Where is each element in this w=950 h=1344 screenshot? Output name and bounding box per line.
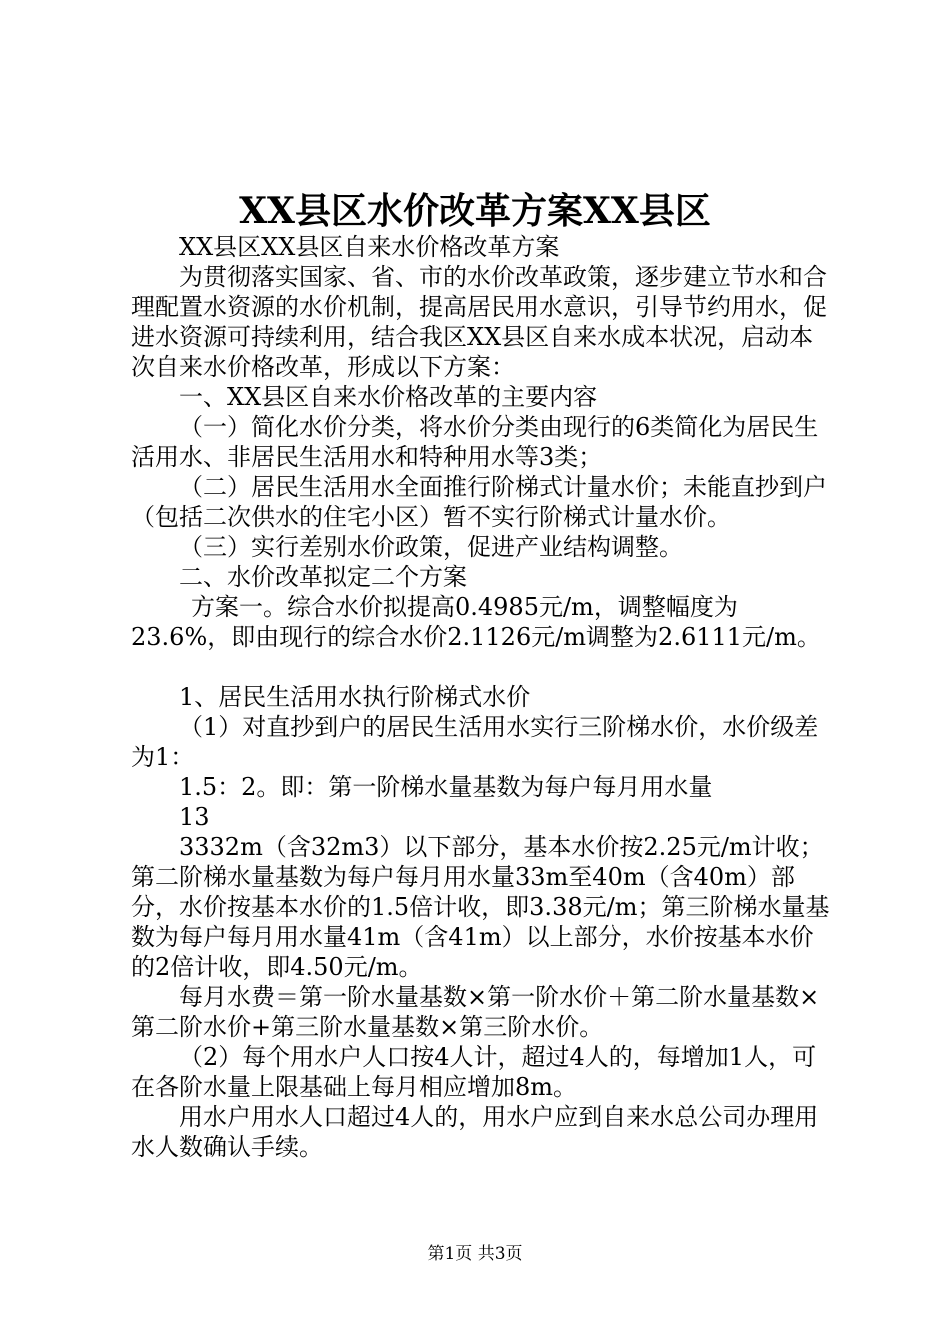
intro-paragraph: 为贯彻落实国家、省、市的水价改革政策，逐步建立节水和合理配置水资源的水价机制，提高居民用水意识，引导节约用水，促进水资源可持续利用，结合我区XX县区自来水成本状况，启动本次自来水价格改革，形成以下方案： <box>131 263 827 381</box>
blank-line <box>131 652 831 682</box>
procedure-paragraph: 用水户用水人口超过4人的，用水户应到自来水总公司办理用水人数确认手续。 <box>131 1103 819 1161</box>
tier-paragraph-1: （1）对直抄到户的居民生活用水实行三阶梯水价，水价级差为1： <box>131 713 819 771</box>
tier-ratio-line: 1.5：2。即：第一阶梯水量基数为每户每月用水量 <box>179 773 713 801</box>
section-heading-1: 一、XX县区自来水价格改革的主要内容 <box>179 383 598 411</box>
subtitle-paragraph: XX县区XX县区自来水价格改革方案 <box>179 233 560 261</box>
item-paragraph-3: （三）实行差别水价政策，促进产业结构调整。 <box>179 533 683 561</box>
document-title: XX县区水价改革方案XX县区 <box>239 190 711 232</box>
household-paragraph: （2）每个用水户人口按4人计，超过4人的，每增加1人，可在各阶水量上限基础上每月相应增加8m。 <box>131 1043 817 1101</box>
item-paragraph-1: （一）简化水价分类，将水价分类由现行的6类简化为居民生活用水、非居民生活用水和特种用水等3类； <box>131 413 819 471</box>
item-paragraph-2: （二）居民生活用水全面推行阶梯式计量水价；未能直抄到户（包括二次供水的住宅小区）暂不实行阶梯式计量水价。 <box>131 473 827 531</box>
fee-formula-paragraph: 每月水费＝第一阶水量基数×第一阶水价＋第二阶水量基数×第二阶水价+第三阶水量基数×第三阶水价。 <box>131 983 820 1041</box>
tier-detail-paragraph: 3332m（含32m3）以下部分，基本水价按2.25元/m计收；第二阶梯水量基数为每户每月用水量33m至40m（含40m）部分，水价按基本水价的1.5倍计收，即3.38元/m；第三阶梯水量基数为每户每月用水量41m（含41m）以上部分，水价按基本水价的2倍计收，即4.50元/m。 <box>131 833 830 981</box>
plan-one-paragraph: 方案一。综合水价拟提高0.4985元/m，调整幅度为23.6%，即由现行的综合水价2.1126元/m调整为2.6111元/m。 <box>131 593 821 651</box>
section-heading-2: 二、水价改革拟定二个方案 <box>179 563 467 591</box>
number-line: 13 <box>179 803 210 831</box>
document-body <box>131 232 831 1162</box>
page-footer: 第1页 共3页 <box>427 1244 523 1264</box>
subsection-heading: 1、居民生活用水执行阶梯式水价 <box>179 683 531 711</box>
